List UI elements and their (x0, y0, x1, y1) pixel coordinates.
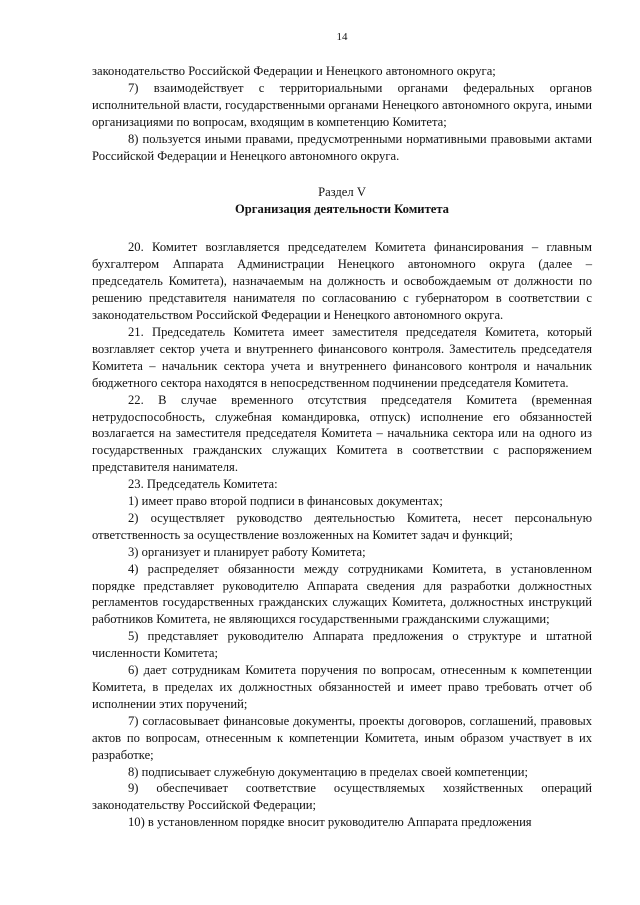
paragraph: 5) представляет руководителю Аппарата предложения о структуре и штатной численности Комитета; (92, 629, 592, 661)
paragraph: 10) в установленном порядке вносит руководителю Аппарата предложения (128, 815, 532, 830)
paragraph: 22. В случае временного отсутствия председателя Комитета (временная нетрудоспособность, служебная командировка, отпуск) исполнение его обязанностей возлагается на заместителя председателя Комитета – начальника сектора или на одного из государственных гражданских служащих Комитета в соответствии с распоряжением представителя нанимателя. (92, 392, 592, 475)
section-title: Организация деятельности Комитета (235, 202, 449, 217)
paragraph: 2) осуществляет руководство деятельностью Комитета, несет персональную ответственность за осуществление возложенных на Комитет задач и функций; (92, 510, 592, 542)
paragraph: 4) распределяет обязанности между сотрудниками Комитета, в установленном порядке представляет руководителю Аппарата сведения для разработки должностных регламентов государственных гражданских служащих Комитета, должностных инструкций работников Комитета, не являющихся государственными гражданскими служащими; (92, 561, 592, 627)
paragraphs-after-section (92, 239, 592, 831)
paragraph: 8) пользуется иными правами, предусмотренными нормативными правовыми актами Российской Федерации и Ненецкого автономного округа. (92, 131, 592, 163)
document-page (92, 30, 592, 831)
section-heading (92, 184, 592, 218)
paragraph: 1) имеет право второй подписи в финансовых документах; (128, 494, 443, 509)
paragraph: законодательство Российской Федерации и Ненецкого автономного округа; (92, 64, 496, 78)
paragraph: 23. Председатель Комитета: (128, 477, 278, 492)
paragraph: 9) обеспечивает соответствие осуществляемых хозяйственных операций законодательству Российской Федерации; (92, 781, 592, 813)
paragraph: 20. Комитет возглавляется председателем Комитета финансирования – главным бухгалтером Аппарата Администрации Ненецкого автономного округа (далее – председатель Комитета), назначаемым на должность и освобождаемым от должности по решению представителя нанимателя по согласованию с губернатором в соответствии с законодательством Российской Федерации и Ненецкого автономного округа. (92, 240, 592, 323)
paragraph: 8) подписывает служебную документацию в пределах своей компетенции; (128, 764, 528, 779)
page-number: 14 (336, 31, 348, 43)
paragraph: 7) согласовывает финансовые документы, проекты договоров, соглашений, правовых актов по вопросам, отнесенным к компетенции Комитета, иным образом участвует в их разработке; (92, 713, 592, 762)
paragraph: 21. Председатель Комитета имеет заместителя председателя Комитета, который возглавляет сектор учета и внутреннего финансового контроля. Заместитель председателя Комитета – начальник сектора учета и внутреннего финансового контроля и начальник бюджетного сектора находятся в непосредственном подчинении председателя Комитета. (92, 324, 592, 390)
section-number: Раздел V (318, 185, 366, 200)
paragraph: 7) взаимодействует с территориальными органами федеральных органов исполнительной власти, государственными органами Ненецкого автономного округа, иными организациями по вопросам, входящим в компетенцию Комитета; (92, 80, 592, 129)
paragraph: 3) организует и планирует работу Комитета; (128, 544, 366, 559)
paragraph: 6) дает сотрудникам Комитета поручения по вопросам, отнесенным к компетенции Комитета, в пределах их должностных обязанностей и имеет право требовать отчет об исполнении этих поручений; (92, 663, 592, 711)
paragraphs-before-section (92, 63, 592, 164)
